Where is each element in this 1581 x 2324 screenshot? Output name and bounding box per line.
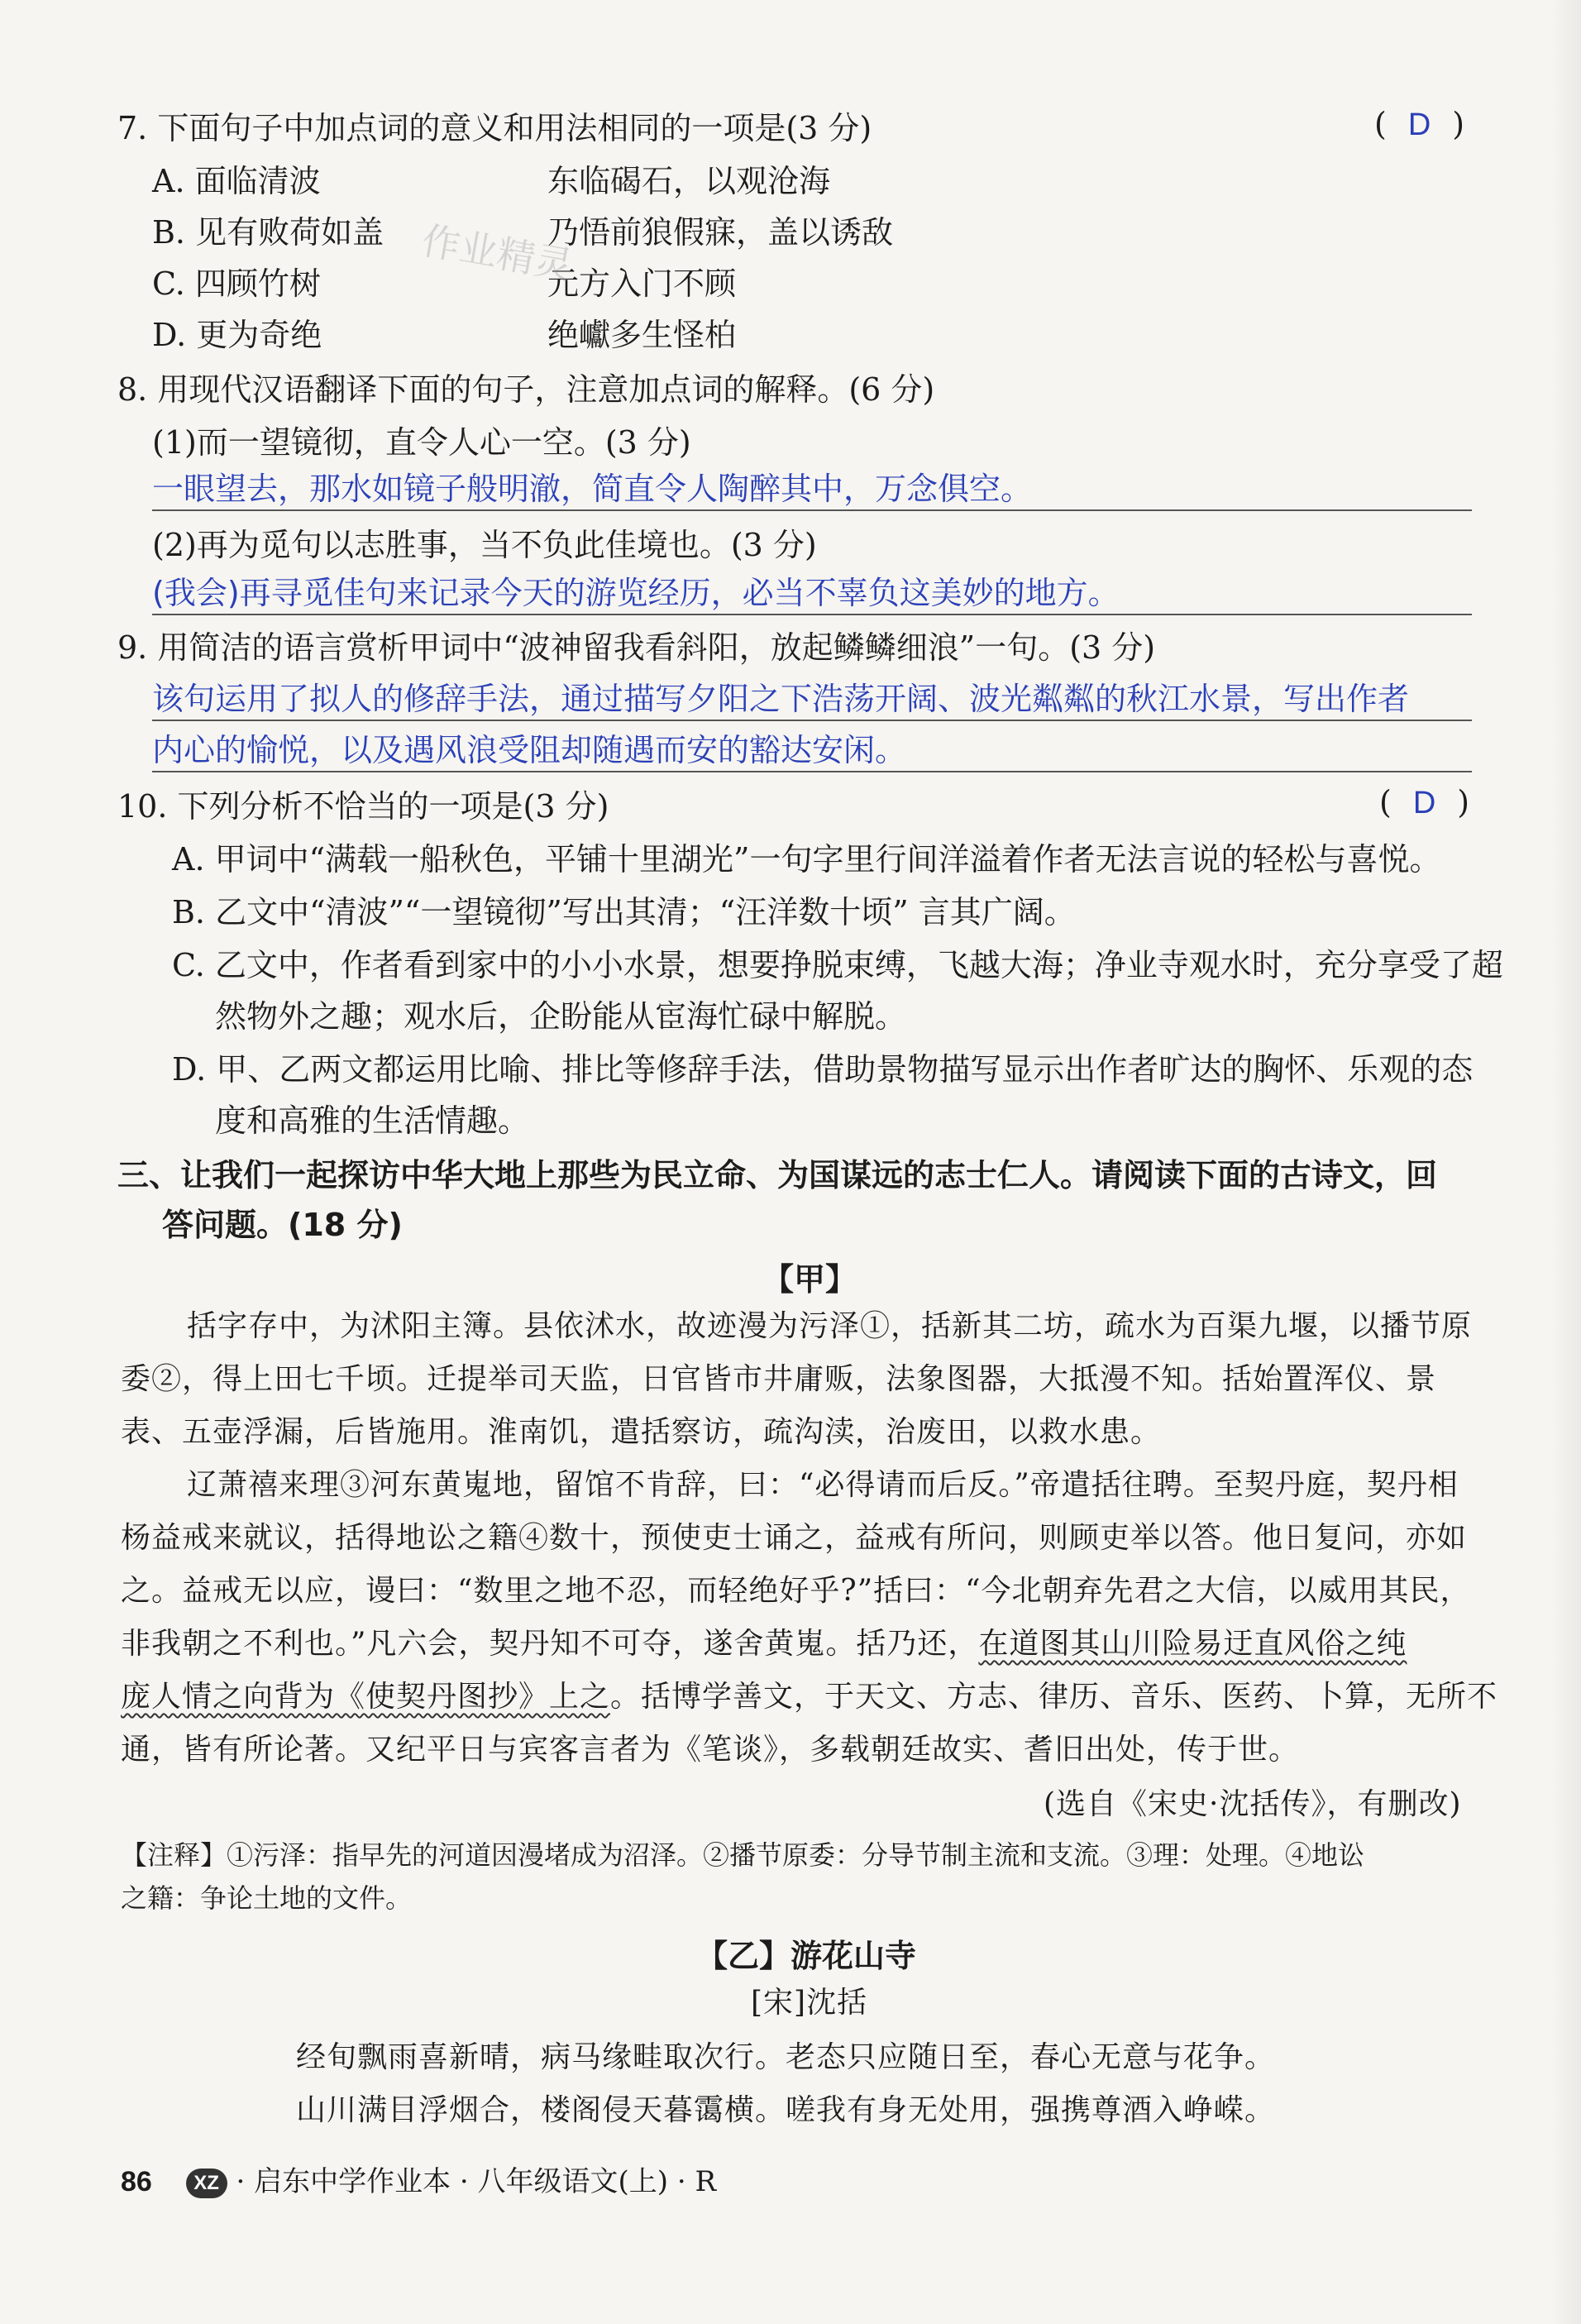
answer-line	[152, 509, 1472, 511]
q8-stem: 8. 用现代汉语翻译下面的句子，注意加点词的解释。(6 分)	[117, 371, 935, 408]
footer-title: · 启东中学作业本 · 八年级语文(上) · R	[236, 2165, 717, 2198]
q7-answer: D	[1407, 108, 1431, 142]
answer-line	[152, 614, 1472, 615]
jia-line	[121, 1618, 1407, 1671]
answer-line	[152, 771, 1472, 772]
q9-answer-line-2: 内心的愉悦，以及遇风浪受阻却随遇而安的豁达安闲。	[152, 732, 907, 768]
section-3-heading-line-2: 答问题。(18 分)	[162, 1207, 403, 1243]
answer-line	[152, 720, 1472, 721]
jia-line: 委②，得上田七千顷。迁提举司天监，日官皆市井庸贩，法象图器，大抵漫不知。括始置浑仪、景	[121, 1362, 1437, 1396]
section-3-heading-line-1: 三、让我们一起探访中华大地上那些为民立命、为国谋远的志士仁人。请阅读下面的古诗文，回	[117, 1157, 1438, 1193]
passage-jia-title: 【甲】	[762, 1261, 857, 1298]
footer	[121, 2159, 716, 2199]
q7-option-d-right: 绝巘多生怪柏	[547, 317, 737, 353]
q7-option-b-right: 乃悟前狼假寐，盖以诱敌	[547, 214, 894, 251]
q10-answer-bracket: ( D )	[1379, 784, 1470, 820]
q7-option-d-left: D. 更为奇绝	[152, 317, 322, 353]
page-number: 86	[121, 2166, 152, 2197]
q9-answer-line-1: 该句运用了拟人的修辞手法，通过描写夕阳之下浩荡开阔、波光粼粼的秋江水景，写出作者	[152, 681, 1410, 717]
q10-stem: 10. 下列分析不恰当的一项是(3 分)	[117, 788, 609, 825]
jia-line: 之。益戒无以应，谩曰：“数里之地不忍，而轻绝好乎?”括曰：“今北朝弃先君之大信，以威用其民，	[121, 1574, 1471, 1608]
jia-line: 杨益戒来就议，括得地讼之籍④数十，预使吏士诵之，益戒有所问，则顾吏举以答。他日复问，亦如	[121, 1521, 1468, 1555]
publisher-logo: XZ	[186, 2169, 227, 2198]
passage-yi-title: 【乙】游花山寺	[696, 1938, 917, 1974]
q8-answer-2: (我会)再寻觅佳句来记录今天的游览经历，必当不辜负这美妙的地方。	[152, 575, 1120, 611]
jia-line: 表、五壶浮漏，后皆施用。淮南饥，遣括察访，疏沟渎，治废田，以救水患。	[121, 1415, 1162, 1449]
poem-line-2: 山川满目浮烟合，楼阁侵天暮霭横。嗟我有身无处用，强携尊酒入峥嵘。	[296, 2093, 1276, 2127]
jia-line-7-text: 非我朝之不利也。”凡六会，契丹知不可夺，遂舍黄嵬。括乃还，	[121, 1627, 979, 1661]
q10-option-a: A. 甲词中“满载一船秋色，平铺十里湖光”一句字里行间洋溢着作者无法言说的轻松与喜悦。	[172, 841, 1441, 877]
q7-option-a-right: 东临碣石，以观沧海	[547, 163, 831, 199]
q8-sentence-1: (1)而一望镜彻，直令人心一空。(3 分)	[152, 424, 691, 461]
poem-author: [宋]沈括	[751, 1986, 868, 2020]
watermark: 作业精灵	[418, 218, 576, 289]
q8-sentence-2: (2)再为觅句以志胜事，当不负此佳境也。(3 分)	[152, 527, 817, 563]
q7-answer-bracket: ( D )	[1374, 106, 1465, 142]
jia-line-8-rest: 。括博学善文，于天文、方志、律历、音乐、医药、卜算，无所不	[610, 1680, 1498, 1714]
jia-line: 辽萧禧来理③河东黄嵬地，留馆不肯辞，曰：“必得请而后反。”帝遣括往聘。至契丹庭，契丹相	[187, 1468, 1459, 1502]
jia-source: (选自《宋史·沈括传》，有删改)	[1044, 1787, 1462, 1821]
q10-option-c-line-2: 然物外之趣；观水后，企盼能从宦海忙碌中解脱。	[215, 998, 907, 1035]
q10-answer: D	[1412, 786, 1436, 820]
jia-annotation-line-2: 之籍：争论土地的文件。	[121, 1882, 413, 1914]
wavy-underlined-sentence-part-1: 在道图其山川险易迂直风俗之纯	[978, 1627, 1407, 1661]
q9-stem: 9. 用简洁的语言赏析甲词中“波神留我看斜阳，放起鳞鳞细浪”一句。(3 分)	[117, 629, 1156, 666]
q10-option-c-line-1: C. 乙文中，作者看到家中的小小水景，想要挣脱束缚，飞越大海；净业寺观水时，充分享受了超	[172, 947, 1503, 983]
jia-line: 括字存中，为沭阳主簿。县依沭水，故迹漫为污泽①，括新其二坊，疏水为百渠九堰，以播节原	[187, 1309, 1473, 1343]
q7-option-c-left: C. 四顾竹树	[152, 265, 321, 302]
scan-edge-shadow	[1551, 0, 1581, 2324]
jia-line: 通，皆有所论著。又纪平日与宾客言者为《笔谈》，多载朝廷故实、耆旧出处，传于世。	[121, 1733, 1300, 1767]
q7-option-c-right: 元方入门不顾	[547, 265, 737, 302]
q10-option-d-line-1: D. 甲、乙两文都运用比喻、排比等修辞手法，借助景物描写显示出作者旷达的胸怀、乐观的态	[172, 1051, 1474, 1088]
q7-stem: 7. 下面句子中加点词的意义和用法相同的一项是(3 分)	[117, 110, 872, 146]
jia-annotation-line-1: 【注释】①污泽：指早先的河道因漫堵成为沼泽。②播节原委：分导节制主流和支流。③理：处理。④地讼	[121, 1839, 1365, 1871]
poem-line-1: 经旬飘雨喜新晴，病马缘畦取次行。老态只应随日至，春心无意与花争。	[296, 2040, 1276, 2074]
q7-option-b-left: B. 见有败荷如盖	[152, 214, 385, 251]
q7-option-a-left: A. 面临清波	[152, 163, 321, 199]
q10-option-d-line-2: 度和高雅的生活情趣。	[215, 1102, 530, 1139]
q8-answer-1: 一眼望去，那水如镜子般明澈，简直令人陶醉其中，万念俱空。	[152, 471, 1033, 507]
wavy-underlined-sentence-part-2: 庞人情之向背为《使契丹图抄》上之	[121, 1680, 611, 1714]
jia-line	[121, 1671, 1497, 1724]
q10-option-b: B. 乙文中“清波”“一望镜彻”写出其清；“汪洋数十顷” 言其广阔。	[172, 894, 1076, 930]
